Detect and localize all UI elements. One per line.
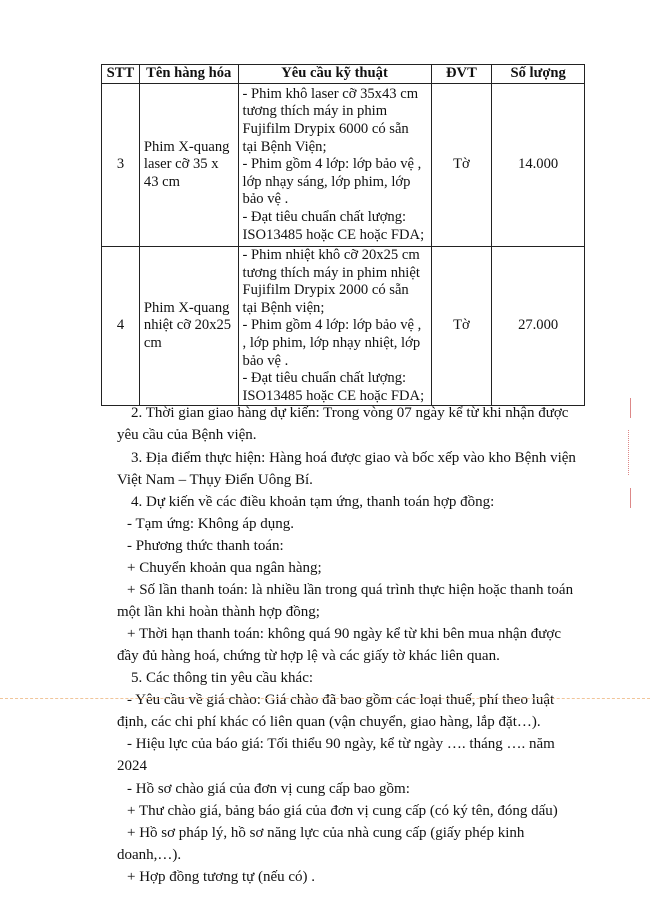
spec-line: tương thích máy in phim nhiệt	[242, 264, 420, 281]
cell-qty: 14.000	[492, 84, 585, 247]
paragraph-installments-cont: một lần khi hoàn thành hợp đồng;	[117, 604, 320, 620]
spec-line: lớp nhạy sáng, lớp phim, lớp	[242, 173, 411, 190]
paragraph-delivery-time: 2. Thời gian giao hàng dự kiến: Trong vòng 07 ngày kể từ khi nhận được	[131, 405, 569, 421]
spec-line: bảo vệ .	[242, 191, 289, 208]
spec-line: Fujifilm Drypix 2000 có sẵn	[242, 282, 409, 299]
spec-line: ISO13485 hoặc CE hoặc FDA;	[242, 387, 425, 404]
header-spec: Yêu cầu kỹ thuật	[238, 65, 431, 84]
paragraph-location: 3. Địa điểm thực hiện: Hàng hoá được giao và bốc xếp vào kho Bệnh viện	[131, 450, 576, 466]
spec-line: ISO13485 hoặc CE hoặc FDA;	[242, 226, 425, 243]
paragraph-payment-deadline-cont: đầy đủ hàng hoá, chứng từ hợp lệ và các giấy tờ khác liên quan.	[117, 648, 500, 664]
margin-mark	[628, 430, 641, 475]
cell-stt: 4	[102, 247, 140, 406]
margin-mark	[630, 488, 639, 508]
spec-line: - Đạt tiêu chuẩn chất lượng:	[242, 208, 407, 225]
margin-mark	[630, 398, 641, 418]
spec-line: , lớp phim, lớp nhạy nhiệt, lớp	[242, 334, 421, 351]
paragraph-quote-validity-cont: 2024	[117, 758, 147, 774]
name-line: nhiệt cỡ 20x25	[143, 317, 232, 334]
cell-unit: Tờ	[431, 247, 492, 406]
name-line: Phim X-quang	[143, 299, 230, 316]
paragraph-quote-requirement: - Yêu cầu về giá chào: Giá chào đã bao gồm các loại thuế, phí theo luật	[127, 692, 555, 708]
name-line: 43 cm	[143, 173, 180, 190]
spec-line: - Phim gồm 4 lớp: lớp bảo vệ ,	[242, 317, 422, 334]
paragraph-payment-method: - Phương thức thanh toán:	[127, 538, 284, 554]
spec-line: bảo vệ .	[242, 352, 289, 369]
paragraph-similar-contracts: + Hợp đồng tương tự (nếu có) .	[127, 869, 316, 885]
spec-line: - Phim khô laser cỡ 35x43 cm	[242, 85, 419, 102]
name-line: laser cỡ 35 x	[143, 156, 219, 173]
header-unit: ĐVT	[431, 65, 492, 84]
spec-line: - Đạt tiêu chuẩn chất lượng:	[242, 370, 407, 387]
header-name: Tên hàng hóa	[139, 65, 238, 84]
paragraph-dossier: - Hồ sơ chào giá của đơn vị cung cấp bao gồm:	[127, 781, 410, 797]
paragraph-advance: - Tạm ứng: Không áp dụng.	[127, 516, 294, 532]
scan-fold-line	[0, 698, 650, 699]
paragraph-delivery-time-cont: yêu cầu của Bệnh viện.	[117, 427, 257, 443]
cell-qty: 27.000	[492, 247, 585, 406]
spec-line: - Phim nhiệt khô cỡ 20x25 cm	[242, 247, 420, 263]
paragraph-legal-docs: + Hồ sơ pháp lý, hồ sơ năng lực của nhà cung cấp (giấy phép kinh	[127, 825, 525, 841]
paragraph-legal-docs-cont: doanh,…).	[117, 847, 182, 863]
paragraph-payment-deadline: + Thời hạn thanh toán: không quá 90 ngày kể từ khi bên mua nhận được	[127, 626, 561, 642]
spec-line: - Phim gồm 4 lớp: lớp bảo vệ ,	[242, 156, 422, 173]
paragraph-other-info: 5. Các thông tin yêu cầu khác:	[131, 670, 314, 686]
paragraph-quote-requirement-cont: định, các chi phí khác có liên quan (vận chuyển, giao hàng, lắp đặt…).	[117, 714, 541, 730]
spec-line: tại Bệnh viện;	[242, 299, 325, 316]
name-line: Phim X-quang	[143, 138, 230, 155]
spec-line: Fujifilm Drypix 6000 có sẵn	[242, 121, 409, 138]
cell-stt: 3	[102, 84, 140, 247]
header-stt: STT	[102, 65, 140, 84]
paragraph-bank-transfer: + Chuyển khoản qua ngân hàng;	[127, 560, 322, 576]
spec-line: tương thích máy in phim	[242, 103, 388, 120]
cell-unit: Tờ	[431, 84, 492, 247]
paragraph-location-cont: Việt Nam – Thụy Điển Uông Bí.	[117, 472, 313, 488]
paragraph-installments: + Số lần thanh toán: là nhiều lần trong quá trình thực hiện hoặc thanh toán	[127, 582, 574, 598]
header-qty: Số lượng	[492, 65, 585, 84]
paragraph-quote-letter: + Thư chào giá, bảng báo giá của đơn vị cung cấp (có ký tên, đóng dấu)	[127, 803, 558, 819]
paragraph-payment-terms: 4. Dự kiến về các điều khoản tạm ứng, thanh toán hợp đồng:	[131, 494, 495, 510]
spec-line: tại Bệnh Viện;	[242, 138, 327, 155]
paragraph-quote-validity: - Hiệu lực của báo giá: Tối thiểu 90 ngày, kể từ ngày …. tháng …. năm	[127, 736, 555, 752]
body-text	[117, 0, 587, 920]
name-line: cm	[143, 334, 162, 351]
